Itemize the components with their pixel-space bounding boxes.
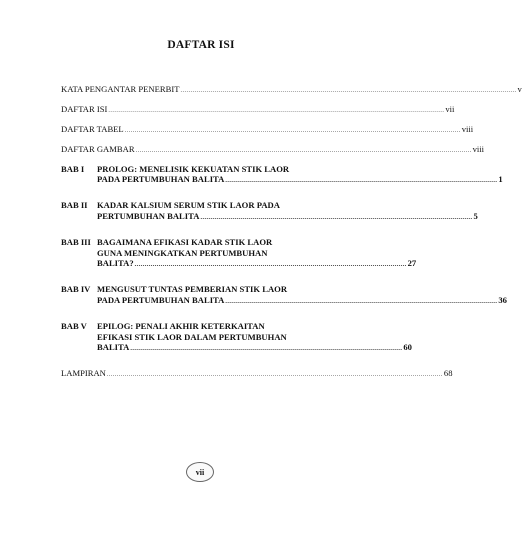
page-title: DAFTAR ISI: [167, 39, 235, 51]
leader-dots: ........................................................................................................................................................................: [135, 147, 472, 154]
chapter-number: BAB IV: [61, 284, 91, 295]
leader-dots: ........................................................................................................................................: [130, 346, 403, 353]
toc-entry-lampiran[interactable]: [61, 368, 453, 380]
chapter-page: 36: [498, 294, 507, 305]
leader-dots: ........................................................................................................................................: [134, 262, 407, 268]
chapter-title-line: BAGAIMANA EFIKASI KADAR STIK LAOR: [97, 237, 273, 248]
toc-entry-daftar-gambar[interactable]: [61, 143, 485, 156]
leader-dots: ........................................................................................................................................................................: [108, 107, 445, 114]
toc-entry-label: DAFTAR TABEL: [61, 123, 124, 134]
toc-entry-label: DAFTAR ISI: [61, 103, 108, 114]
chapter-title-line: PROLOG: MENELISIK KEKUATAN STIK LAOR: [97, 163, 290, 174]
toc-entry-page: v: [517, 84, 522, 94]
chapter-title-line: KADAR KALSIUM SERUM STIK LAOR PADA: [97, 200, 280, 211]
toc-entry-label: DAFTAR GAMBAR: [61, 143, 135, 154]
leader-dots: ........................................................................................................................................: [200, 214, 473, 221]
chapter-title-line: PERTUMBUHAN BALITA: [97, 210, 200, 221]
chapter-title-line: BALITA: [97, 342, 130, 353]
toc-entry-kata-pengantar[interactable]: [61, 84, 522, 96]
chapter-title-line: GUNA MENINGKATKAN PERTUMBUHAN: [97, 247, 268, 258]
toc-entry-page: viii: [472, 143, 485, 154]
chapter-page: 1: [498, 173, 503, 184]
leader-dots: ........................................................................................................................................................................: [180, 88, 517, 94]
toc-entry-label: LAMPIRAN: [61, 368, 106, 379]
toc-chapter-bab-1[interactable]: [61, 163, 503, 187]
chapter-page: 5: [473, 210, 478, 221]
chapter-title-line: EFIKASI STIK LAOR DALAM PERTUMBUHAN: [97, 331, 287, 342]
toc-chapter-bab-2[interactable]: [61, 200, 478, 223]
toc-entry-label: KATA PENGANTAR PENERBIT: [61, 84, 180, 94]
table-of-contents: [61, 84, 522, 381]
chapter-number: BAB II: [61, 200, 88, 211]
toc-entry-daftar-isi[interactable]: [61, 103, 455, 116]
leader-dots: ........................................................................................................................................................................: [124, 127, 461, 134]
toc-chapter-bab-4[interactable]: [61, 284, 507, 307]
chapter-number: BAB III: [61, 237, 91, 248]
chapter-title-line: PADA PERTUMBUHAN BALITA: [97, 294, 225, 305]
toc-chapter-bab-5[interactable]: [61, 321, 412, 354]
leader-dots: ........................................................................................................................................................................: [106, 372, 443, 379]
toc-entry-page: viii: [461, 123, 474, 134]
chapter-title-line: BALITA?: [97, 258, 134, 268]
chapter-title-line: PADA PERTUMBUHAN BALITA: [97, 173, 225, 184]
chapter-title-line: MENGUSUT TUNTAS PEMBERIAN STIK LAOR: [97, 284, 288, 295]
toc-entry-daftar-tabel[interactable]: [61, 123, 474, 136]
chapter-page: 60: [403, 342, 412, 353]
chapter-title-line: EPILOG: PENALI AKHIR KETERKAITAN: [97, 321, 265, 332]
chapter-page: 27: [407, 258, 417, 268]
toc-chapter-bab-3[interactable]: [61, 237, 417, 270]
toc-entry-page: vii: [445, 103, 455, 114]
leader-dots: ........................................................................................................................................: [225, 298, 498, 305]
chapter-number: BAB I: [61, 163, 85, 174]
chapter-number: BAB V: [61, 321, 87, 332]
leader-dots: ........................................................................................................................................: [225, 177, 498, 184]
page-number-badge: vii: [186, 462, 214, 482]
toc-entry-page: 68: [443, 368, 453, 379]
